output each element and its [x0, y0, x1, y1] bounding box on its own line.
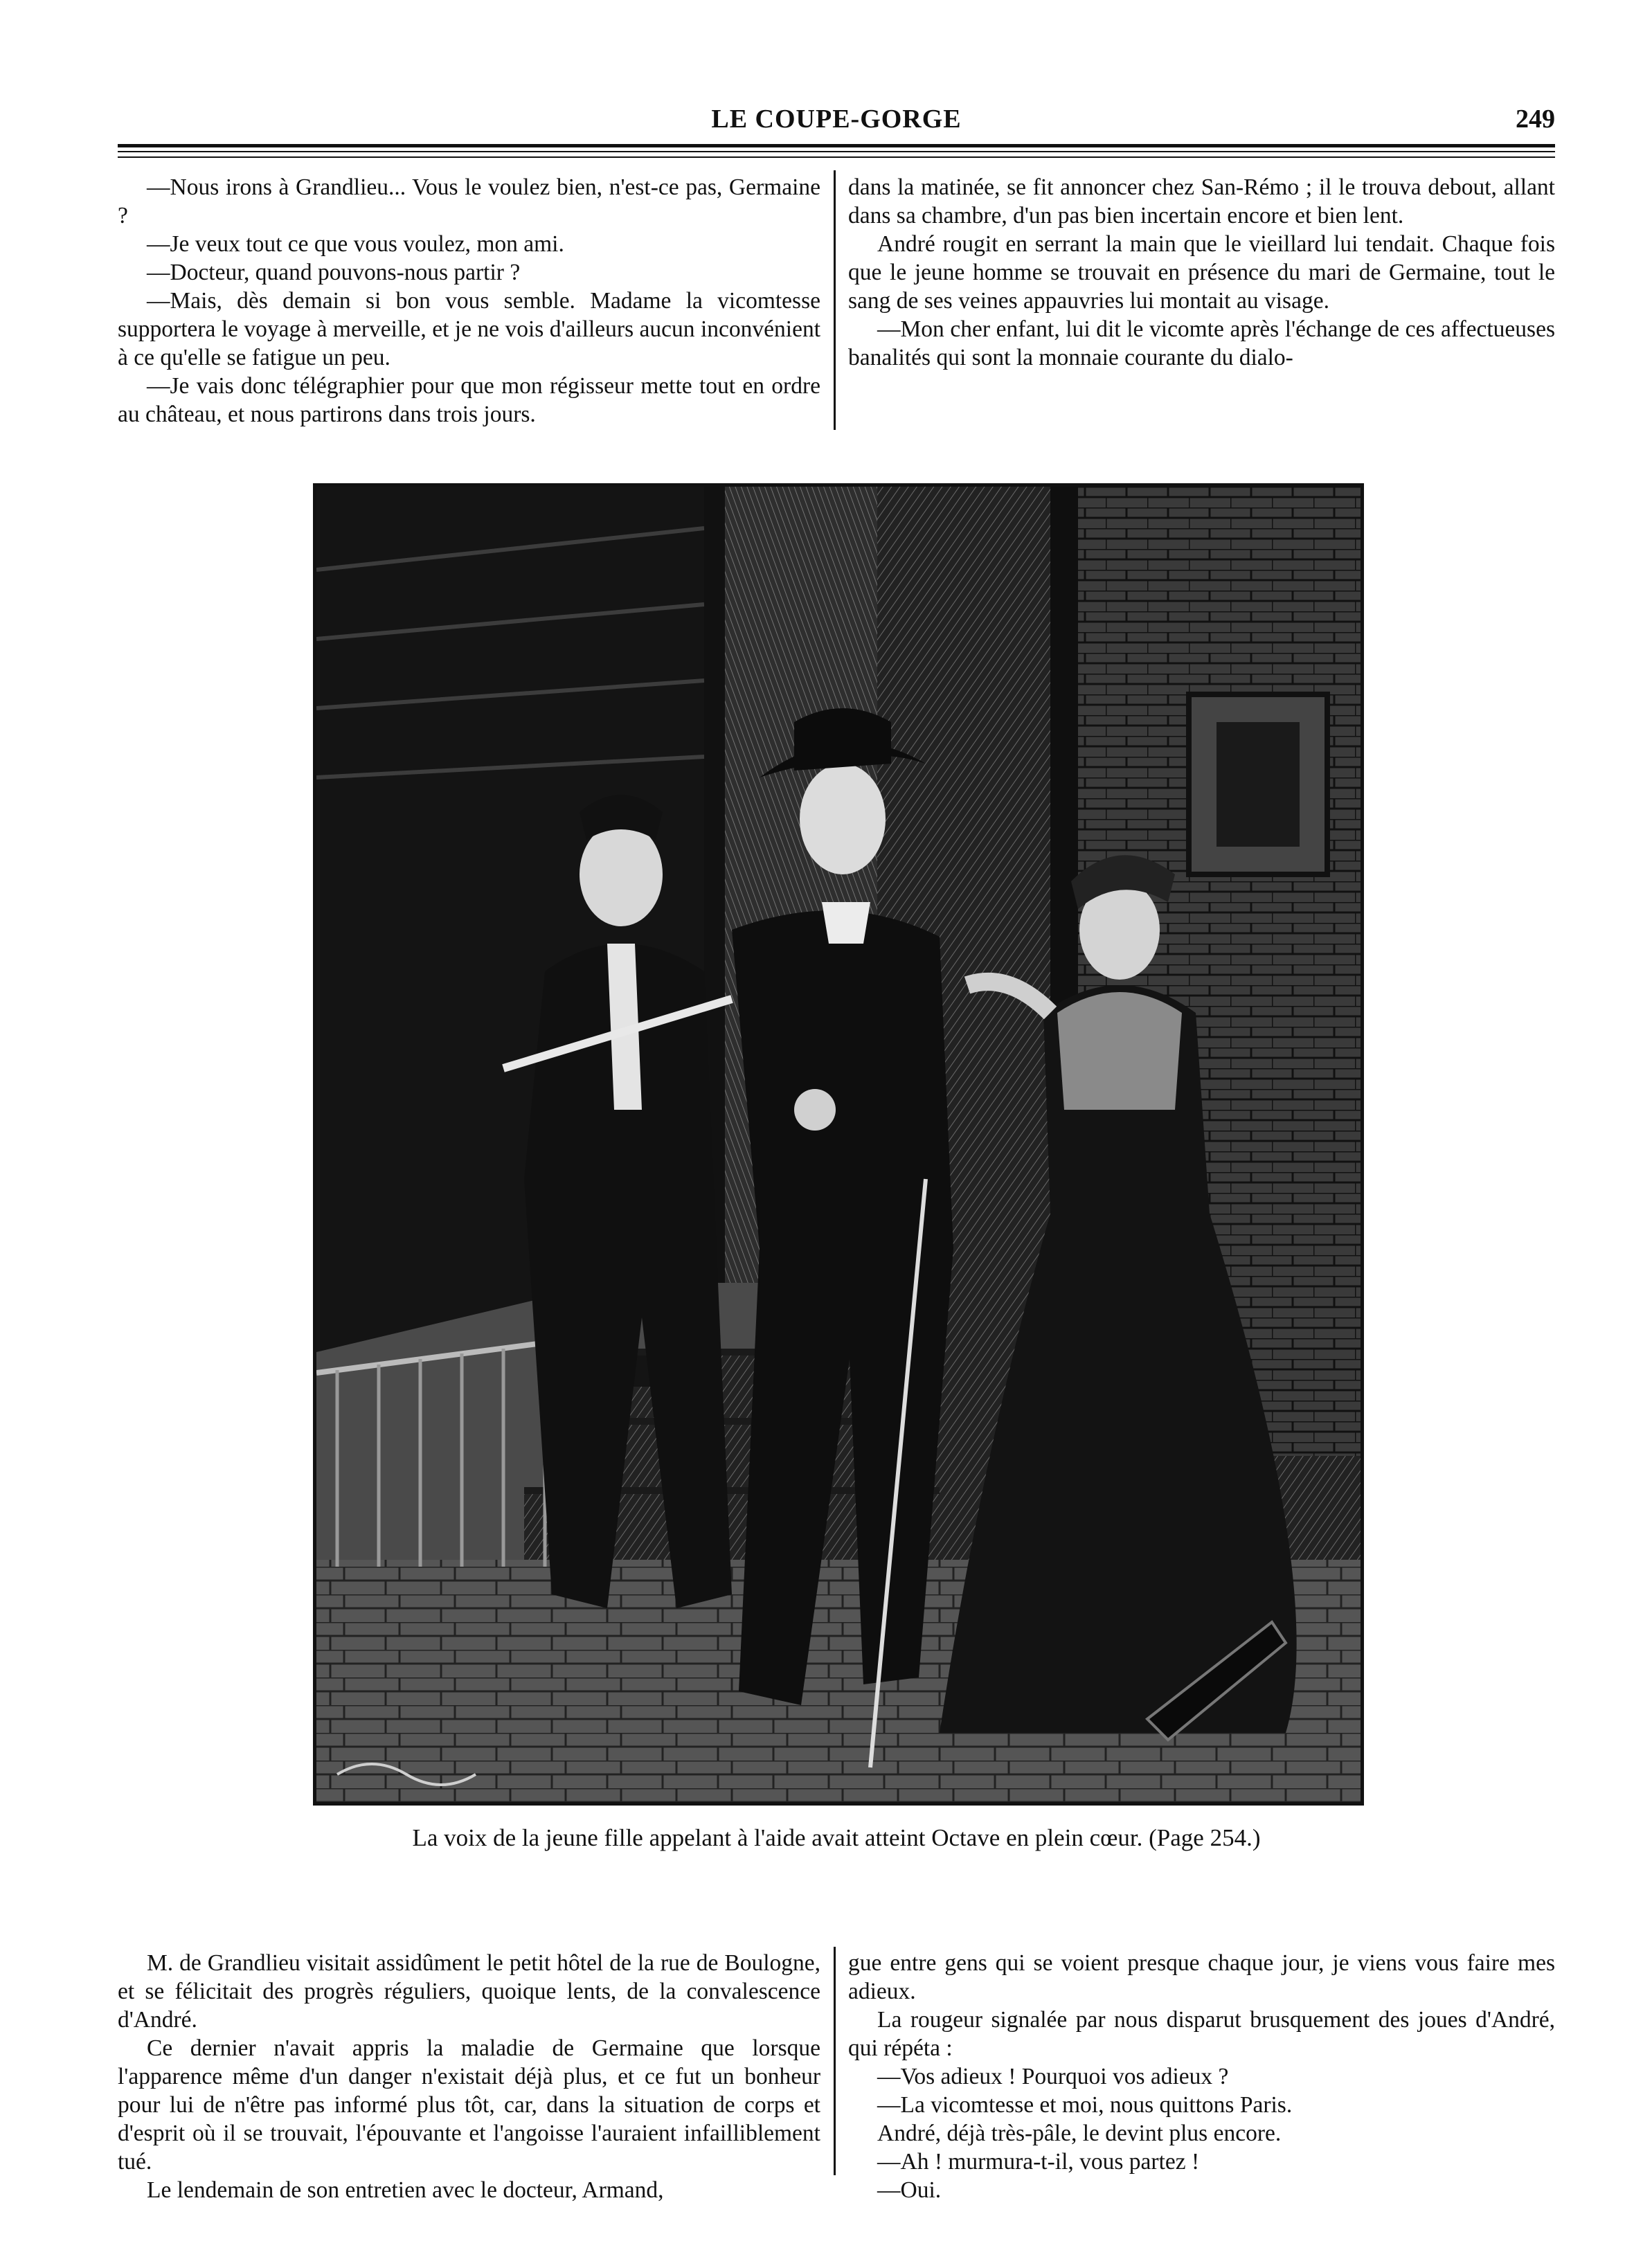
paragraph: La rougeur signalée par nous disparut brusquement des joues d'André, qui répéta :: [848, 2007, 1555, 2061]
bottom-right-column: [848, 1949, 1555, 2204]
illustration-caption: La voix de la jeune fille appelant à l'aide avait atteint Octave en plein cœur. (Page 254.): [412, 1824, 1261, 1851]
column-divider-bottom: [834, 1947, 836, 2175]
paragraph: —Vos adieux ! Pourquoi vos adieux ?: [877, 2064, 1229, 2089]
paragraph: M. de Grandlieu visitait assidûment le petit hôtel de la rue de Boulogne, et se félicitait des progrès réguliers, quoique lents, de la convalescence d'André.: [118, 1950, 820, 2033]
paragraph: —Ah ! murmura-t-il, vous partez !: [877, 2149, 1200, 2175]
paragraph: Ce dernier n'avait appris la maladie de Germaine que lorsque l'apparence même d'un danger n'existait déjà plus, et ce fut un bonheur pour lui de n'être pas informé plus tôt, car, dans la situation de corps et d'esprit où il se trouvait, l'épouvante et l'angoisse l'auraient infailliblement tué.: [118, 2035, 820, 2175]
paragraph: —Mon cher enfant, lui dit le vicomte après l'échange de ces affectueuses banalités qui sont la monnaie courante du dialo-: [848, 316, 1555, 370]
paragraph: —Nous irons à Grandlieu... Vous le voulez bien, n'est-ce pas, Germaine ?: [118, 174, 820, 228]
header-rule-thick: [118, 144, 1555, 147]
paragraph: —Docteur, quand pouvons-nous partir ?: [147, 260, 521, 285]
paragraph: —Je veux tout ce que vous voulez, mon ami.: [147, 231, 564, 257]
header-rule-thin-2: [118, 156, 1555, 158]
paragraph: —Je vais donc télégraphier pour que mon régisseur mette tout en ordre au château, et nous partirons dans trois jours.: [118, 373, 820, 427]
page-number: 249: [1516, 105, 1555, 134]
top-right-column: [848, 173, 1555, 372]
running-title: LE COUPE-GORGE: [711, 105, 962, 134]
paragraph: —Mais, dès demain si bon vous semble. Madame la vicomtesse supportera le voyage à merveille, et je ne vois d'ailleurs aucun inconvénient à ce qu'elle se fatigue un peu.: [118, 288, 820, 370]
top-left-column: [118, 173, 820, 429]
bottom-left-column: [118, 1949, 820, 2204]
paragraph: gue entre gens qui se voient presque chaque jour, je viens vous faire mes adieux.: [848, 1950, 1555, 2004]
paragraph: —Oui.: [877, 2177, 942, 2203]
column-divider-top: [834, 170, 836, 430]
paragraph: —La vicomtesse et moi, nous quittons Paris.: [877, 2092, 1293, 2118]
paragraph: André, déjà très-pâle, le devint plus encore.: [877, 2121, 1282, 2146]
paragraph: dans la matinée, se fit annoncer chez San-Rémo ; il le trouva debout, allant dans sa chambre, d'un pas bien incertain encore et bien lent.: [848, 174, 1555, 228]
engraving-illustration: [313, 483, 1364, 1806]
engraving-scene: [316, 487, 1361, 1802]
paragraph: Le lendemain de son entretien avec le docteur, Armand,: [147, 2177, 664, 2203]
header-rule-thin: [118, 151, 1555, 152]
running-head: [118, 104, 1555, 137]
paragraph: André rougit en serrant la main que le vieillard lui tendait. Chaque fois que le jeune homme se trouvait en présence du mari de Germaine, tout le sang de ses veines appauvries lui montait au visage.: [848, 231, 1555, 314]
